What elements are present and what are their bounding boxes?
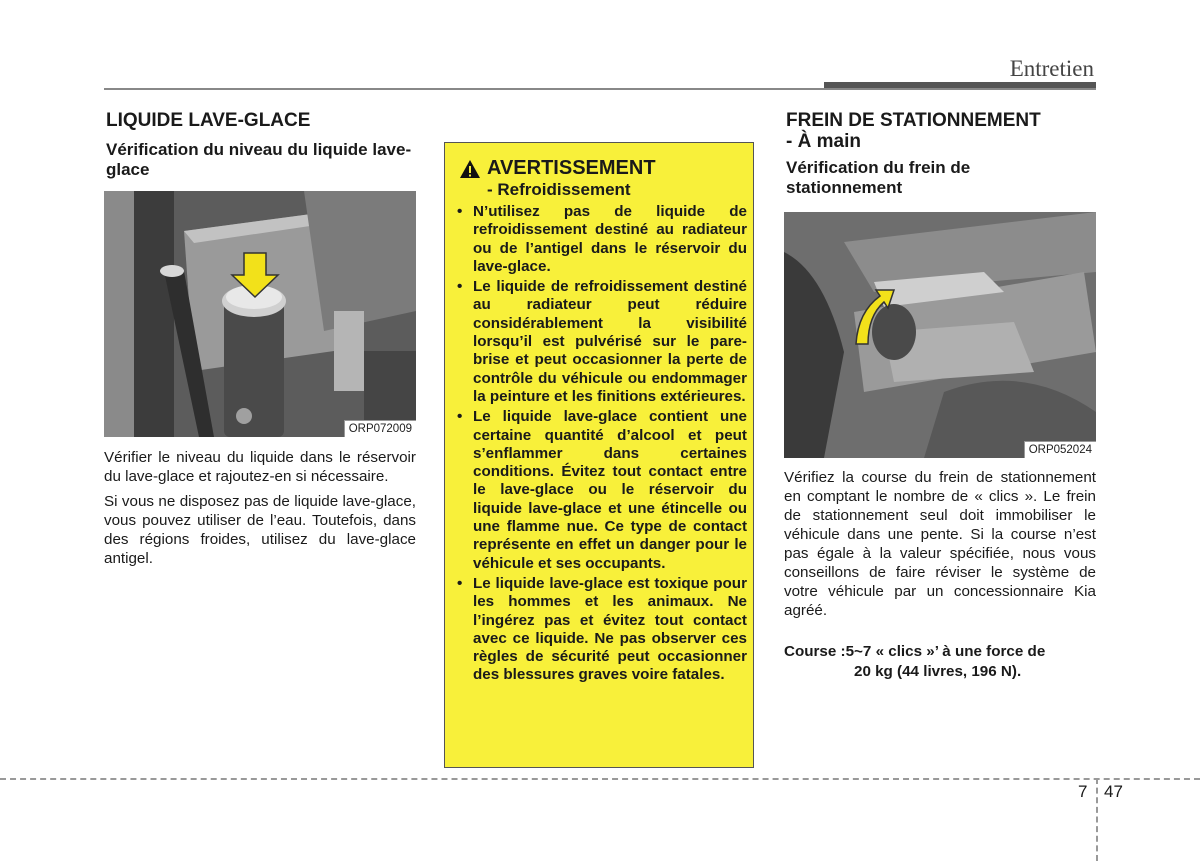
chapter-number: 7 [1078,782,1088,801]
right-section-heading-line2: - À main [786,131,861,152]
brake-spec-line1: Course :5~7 « clics »’ à une force de [784,643,1046,660]
parking-brake-photo [784,212,1096,458]
left-column [106,110,418,180]
warning-title: AVERTISSEMENT [487,157,656,179]
header-rule [104,88,1096,90]
photo-code: ORP052024 [1024,441,1096,458]
warning-box [444,142,754,768]
left-paragraph: Vérifier le niveau du liquide dans le réservoir du lave-glace et rajoutez-en si nécessaire. [104,449,416,485]
brake-spec [784,642,1096,682]
page-number: 47 [1104,782,1123,801]
engine-bay-illustration [104,191,416,437]
left-body [104,448,416,574]
left-subheading: Vérification du niveau du liquide lave-glace [106,140,412,179]
footer-divider [0,778,1200,780]
right-body [784,468,1096,626]
warning-subtitle: - Refroidissement [487,180,631,199]
warning-triangle-icon [459,159,481,179]
warning-list [455,203,747,687]
parking-brake-illustration [784,212,1096,458]
warning-item: • Le liquide lave-glace contient une certaine quantité d’alcool et peut s’enflammer dans certaines conditions. Évitez tout contact entre le lave-glace ou le réservoir du liquide lave-glace et une étincelle ou une flamme nue. Ce type de contact représente en effet un danger pour le véhicule et ses occupants. [455,408,747,573]
page-header-title: Entretien [1009,56,1094,81]
right-section-heading: FREIN DE STATIONNEMENT [786,110,1041,131]
left-section-heading: LIQUIDE LAVE-GLACE [106,110,311,131]
warning-item: • Le liquide lave-glace est toxique pour les hommes et les animaux. Ne l’ingérez pas et évitez tout contact avec ce liquide. Ne pas observer ces règles de sécurité peut occasionner des blessures graves voire fatales. [455,575,747,685]
warning-item: • Le liquide de refroidissement destiné au radiateur peut réduire considérablement la visibilité lorsqu’il est pulvérisé sur le pare-brise et peut occasionner la perte de contrôle du véhicule ou endommager la peinture et les finitions extérieures. [455,278,747,406]
right-subheading: Vérification du frein de stationnement [786,158,971,197]
warning-item: • N’utilisez pas de liquide de refroidissement destiné au radiateur ou de l’antigel dans le réservoir du lave-glace. [455,203,747,276]
brake-spec-line2: 20 kg (44 livres, 196 N). [854,663,1022,680]
right-column [786,110,1098,198]
right-paragraph: Vérifiez la course du frein de stationnement en comptant le nombre de « clics ». Le frein de stationnement seul doit immobiliser le véhicule dans une pente. Si la course n’est pas égale à la valeur spécifiée, nous vous conseillons de faire réviser le système de votre véhicule par un concessionnaire Kia agréé. [784,469,1096,619]
warning-header [459,157,656,180]
photo-code: ORP072009 [344,420,416,437]
left-paragraph: Si vous ne disposez pas de liquide lave-glace, vous pouvez utiliser de l’eau. Toutefois, dans des régions froides, utilisez du lave-glace antigel. [104,493,416,567]
footer-vertical-divider [1096,778,1098,861]
washer-fluid-photo [104,191,416,437]
